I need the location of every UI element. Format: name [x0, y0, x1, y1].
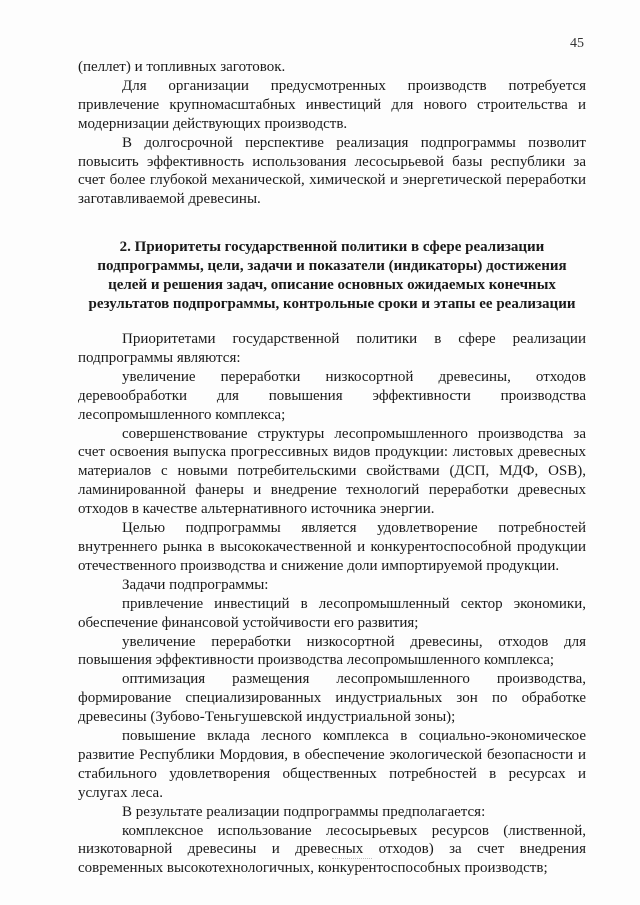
main-text [78, 330, 586, 878]
paragraph: повышение вклада лесного комплекса в социально-экономическое развитие Республики Мордовия, в обеспечение экологической безопасности и стабильного удовлетворения общественных потребностей в ресурсах и услугах леса. [78, 728, 586, 801]
paragraph: увеличение переработки низкосортной древесины, отходов для повышения эффективности производства лесопромышленного комплекса; [78, 633, 586, 669]
paragraph: В долгосрочной перспективе реализация подпрограммы позволит повысить эффективность использования лесосырьевой базы республики за счет более глубокой механической, химической и энергетической переработки заготавливаемой древесины. [78, 134, 586, 208]
intro-text [78, 58, 586, 209]
paragraph: (пеллет) и топливных заготовок. [78, 59, 286, 75]
paragraph: увеличение переработки низкосортной древесины, отходов деревообработки для повышения эффективности производства лесопромышленного комплекса; [78, 368, 586, 423]
paragraph: привлечение инвестиций в лесопромышленный сектор экономики, обеспечение финансовой устойчивости его развития; [78, 595, 586, 631]
paragraph: совершенствование структуры лесопромышленного производства за счет освоения выпуска прогрессивных видов продукции: листовых древесных материалов с новыми потребительскими свойствами (ДСП, МДФ, OSB), ламинированной фанеры и внедрение технологий переработки древесных отходов в качестве альтернативного источника энергии. [78, 425, 586, 518]
page-number: 45 [570, 36, 584, 51]
paragraph: В результате реализации подпрограммы предполагается: [122, 803, 486, 820]
paragraph: оптимизация размещения лесопромышленного производства, формирование специализированных индустриальных зон по обработке древесины (Зубово-Теньгушевской индустриальной зоны); [78, 671, 586, 726]
section-heading: 2. Приоритеты государственной политики в сфере реализации подпрограммы, цели, задачи и показатели (индикаторы) достижения целей и решения задач, описание основных ожидаемых конечных результатов подпрограммы, контрольные сроки и этапы ее реализации [88, 239, 576, 312]
paragraph: Приоритетами государственной политики в сфере реализации подпрограммы являются: [78, 331, 586, 366]
paragraph: Задачи подпрограммы: [122, 576, 269, 593]
paragraph: комплексное использование лесосырьевых ресурсов (лиственной, низкотоварной древесины и древесных отходов) за счет внедрения современных высокотехнологичных, конкурентоспособных производств; [78, 822, 586, 877]
paragraph: Для организации предусмотренных производств потребуется привлечение крупномасштабных инвестиций для нового строительства и модернизации действующих производств. [78, 77, 586, 132]
scan-mark [332, 858, 372, 859]
paragraph: Целью подпрограммы является удовлетворение потребностей внутреннего рынка в высококачественной и конкурентоспособной продукции отечественного производства и снижение доли импортируемой продукции. [78, 520, 586, 574]
